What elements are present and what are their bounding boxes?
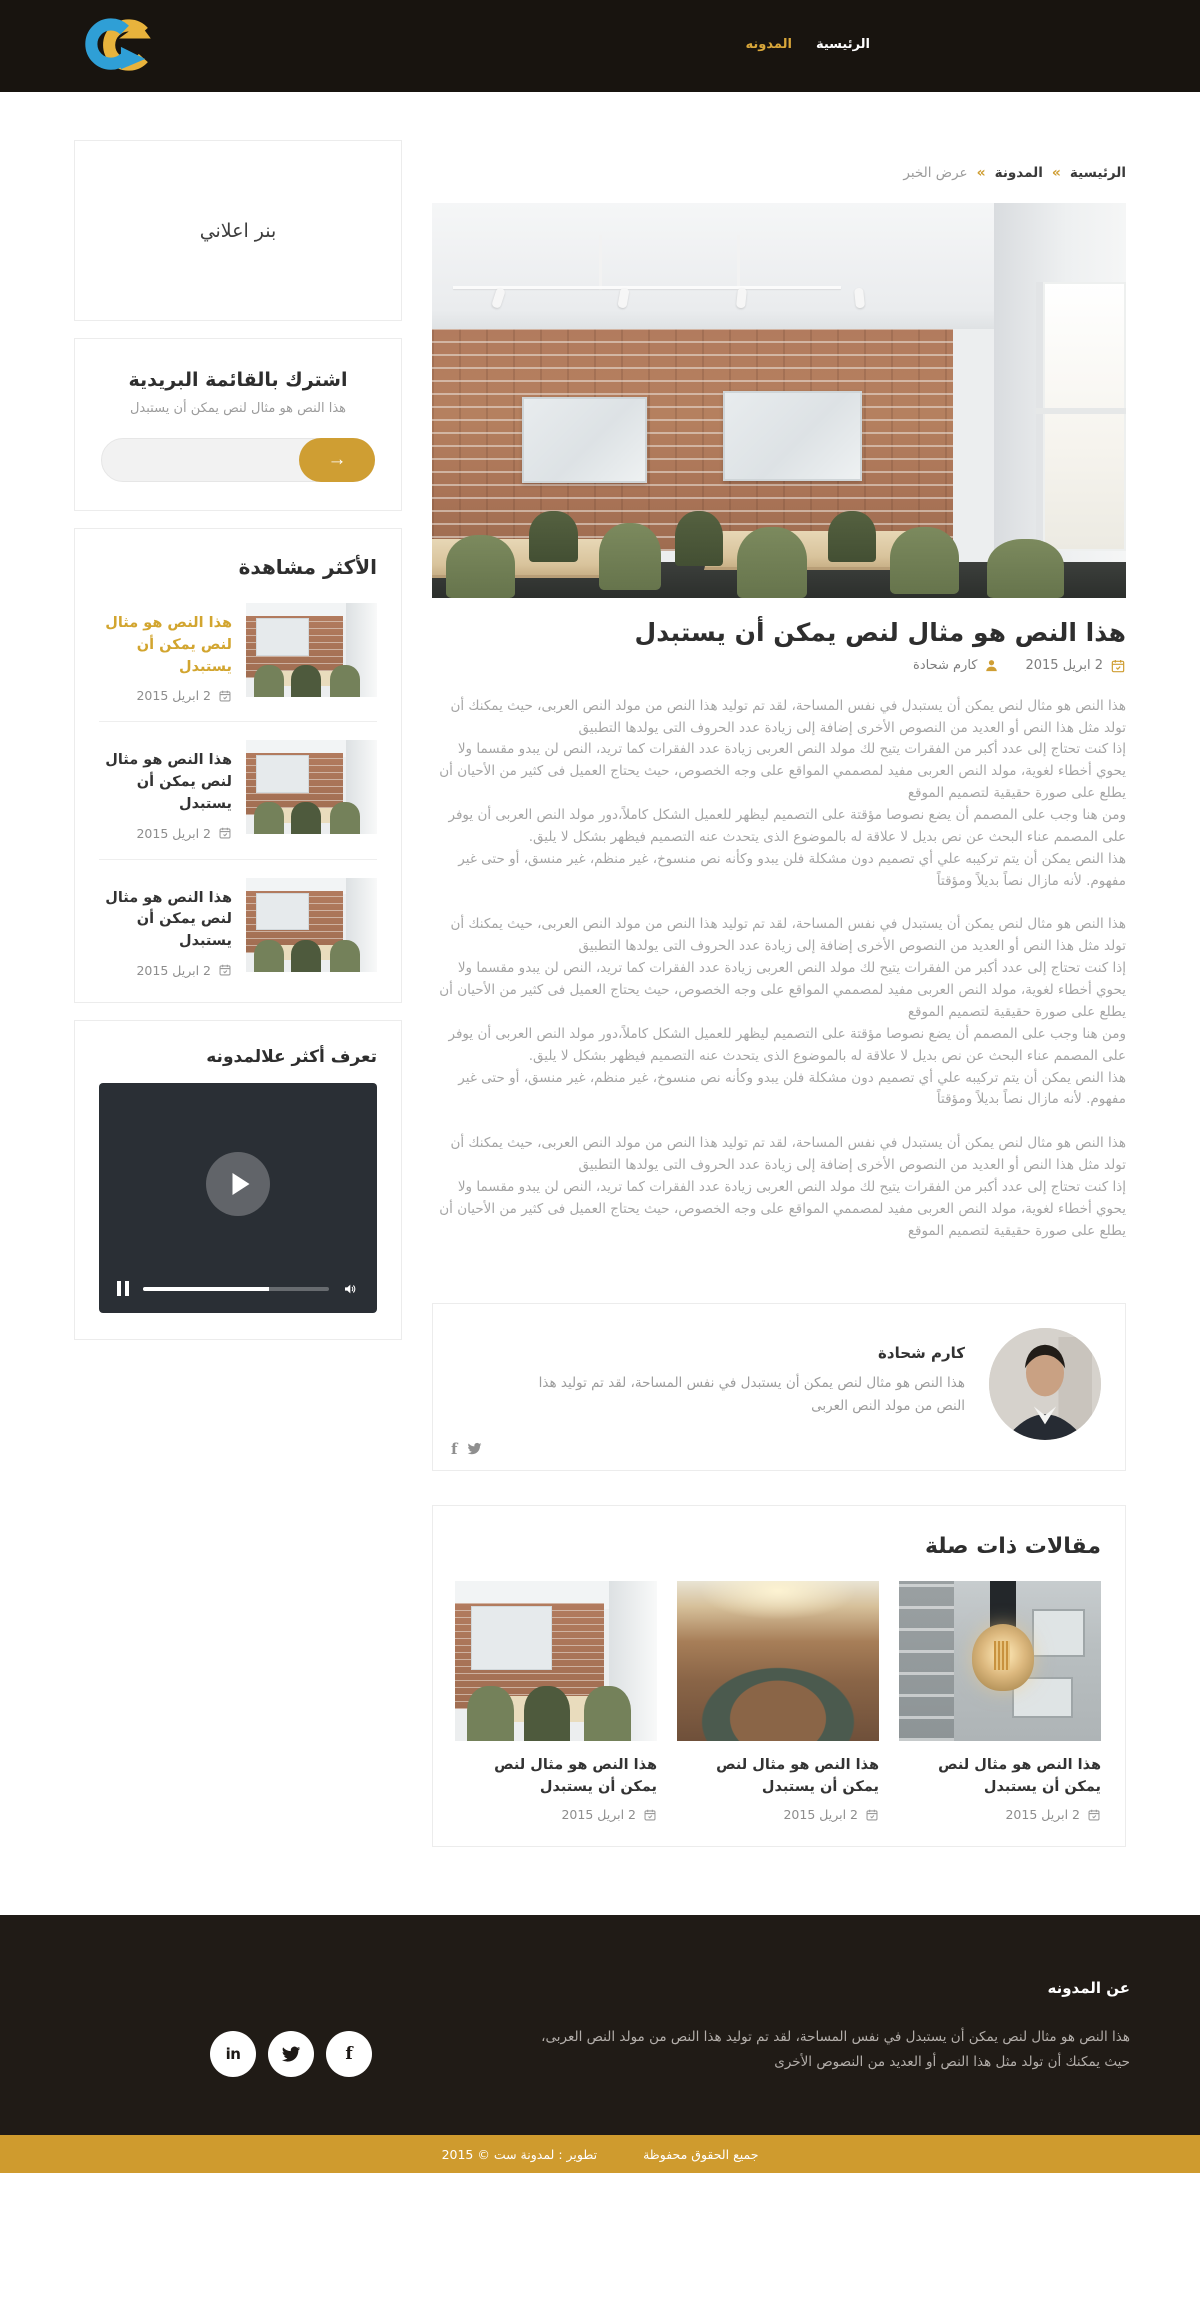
related-card-date [455, 1807, 657, 1822]
article-body-block [432, 696, 1126, 893]
article-date [1025, 658, 1126, 674]
subscribe-form [101, 438, 375, 482]
related-card-date [899, 1807, 1101, 1822]
most-viewed-item-title[interactable]: هذا النص هو مثال لنص يمكن أن يستبدل [105, 615, 232, 675]
related-posts-section [432, 1505, 1126, 1848]
article-paragraph: إذا كنت تحتاج إلى عدد أكبر من الفقرات يتيح لك مولد النص العربى زيادة عدد الفقرات كما تريد، النص لن يبدو مقسما ولا يحوي أخطاء لغوية، مولد النص العربى مفيد لمصممي المواقع على وجه الخصوص، حيث يحتاج العميل فى كثير من الأحيان أن يطلع على صورة حقيقية لتصميم الموقع [439, 1178, 1126, 1239]
article-paragraph: هذا النص يمكن أن يتم تركيبه علي أي تصميم دون مشكلة فلن يبدو وكأنه نص منسوخ، غير منظم، غير منسق، أو حتى غير مفهوم. لأنه مازال نصاً بديلاً ومؤقتاً [458, 850, 1126, 889]
author-social-links [451, 1440, 482, 1458]
most-viewed-item-date [99, 826, 232, 841]
subscribe-widget [74, 338, 402, 511]
calendar-icon [1087, 1808, 1101, 1822]
most-viewed-item-date-label: 2 ابريل 2015 [136, 688, 211, 704]
main-nav [746, 37, 870, 52]
author-info [525, 1328, 965, 1450]
article-hero-image [432, 203, 1126, 598]
related-card-image-canyon[interactable] [677, 1581, 879, 1741]
site-footer [0, 1915, 1200, 2173]
twitter-icon[interactable] [467, 1441, 482, 1456]
related-card[interactable] [455, 1581, 657, 1823]
video-player [99, 1083, 377, 1313]
site-logo[interactable] [78, 10, 190, 80]
video-controls [117, 1281, 359, 1297]
sidebar [74, 92, 402, 1357]
article-paragraph: إذا كنت تحتاج إلى عدد أكبر من الفقرات يتيح لك مولد النص العربى زيادة عدد الفقرات كما تريد، النص لن يبدو مقسما ولا يحوي أخطاء لغوية، مولد النص العربى مفيد لمصممي المواقع على وجه الخصوص، حيث يحتاج العميل فى كثير من الأحيان أن يطلع على صورة حقيقية لتصميم الموقع [439, 960, 1126, 1020]
related-card-title[interactable]: هذا النص هو مثال لنص يمكن أن يستبدل [938, 1756, 1101, 1795]
related-cards [457, 1581, 1101, 1823]
article-author-label: كارم شحادة [913, 658, 978, 674]
video-widget-title: تعرف أكثر علالمدونه [206, 1046, 377, 1067]
most-viewed-thumbnail[interactable] [246, 878, 377, 972]
nav-home-link[interactable]: الرئيسية [815, 37, 870, 52]
article-body-block [432, 1133, 1126, 1242]
most-viewed-item[interactable] [99, 860, 377, 996]
most-viewed-item-title[interactable]: هذا النص هو مثال لنص يمكن أن يستبدل [105, 889, 232, 949]
subscribe-submit-button[interactable] [299, 438, 375, 482]
copyright-bar [0, 2135, 1200, 2173]
most-viewed-thumbnail[interactable] [246, 740, 377, 834]
breadcrumb-home[interactable]: الرئيسية [1069, 165, 1126, 181]
author-bio: هذا النص هو مثال لنص يمكن أن يستبدل في نفس المساحة، لقد تم توليد هذا النص من مولد النص العربى [538, 1374, 965, 1415]
calendar-icon [643, 1808, 657, 1822]
track-light [453, 286, 842, 289]
footer-social-links [210, 2031, 372, 2077]
site-header [0, 0, 1200, 92]
related-card-date-label: 2 ابريل 2015 [783, 1807, 858, 1823]
most-viewed-widget [74, 528, 402, 1003]
whiteboard [723, 391, 862, 482]
article-title: هذا النص هو مثال لنص يمكن أن يستبدل [634, 618, 1126, 647]
most-viewed-item-title[interactable]: هذا النص هو مثال لنص يمكن أن يستبدل [105, 752, 232, 812]
volume-icon[interactable] [343, 1281, 359, 1297]
related-card[interactable] [677, 1581, 879, 1823]
author-name: كارم شحادة [878, 1343, 965, 1362]
most-viewed-item-date [99, 688, 232, 703]
related-card-title[interactable]: هذا النص هو مثال لنص يمكن أن يستبدل [494, 1756, 657, 1795]
most-viewed-title: الأكثر مشاهدة [238, 555, 377, 579]
author-card [432, 1303, 1126, 1471]
ad-banner-label: بنر اعلاني [199, 219, 277, 242]
footer-content [70, 1915, 1130, 2135]
article-author [913, 658, 999, 673]
whiteboard [522, 397, 647, 484]
video-progress-bar[interactable] [143, 1287, 329, 1291]
most-viewed-thumbnail[interactable] [246, 603, 377, 697]
video-widget [74, 1020, 402, 1340]
person-icon [984, 658, 999, 673]
video-progress-fill [143, 1287, 269, 1291]
breadcrumb-current: عرض الخبر [903, 165, 968, 181]
footer-about [530, 1979, 1130, 2075]
related-card-date-label: 2 ابريل 2015 [561, 1807, 636, 1823]
most-viewed-item-date-label: 2 ابريل 2015 [136, 825, 211, 841]
arrow-right-icon: → [327, 449, 347, 470]
calendar-icon [218, 963, 232, 977]
calendar-icon [218, 826, 232, 840]
nav-blog-link[interactable]: المدونه [745, 37, 792, 52]
breadcrumb-separator-icon: » [976, 165, 986, 181]
related-card[interactable] [899, 1581, 1101, 1823]
article-paragraph: إذا كنت تحتاج إلى عدد أكبر من الفقرات يتيح لك مولد النص العربى زيادة عدد الفقرات كما تريد، النص لن يبدو مقسما ولا يحوي أخطاء لغوية، مولد النص العربى مفيد لمصممي المواقع على وجه الخصوص، حيث يحتاج العميل فى كثير من الأحيان أن يطلع على صورة حقيقية لتصميم الموقع [439, 741, 1126, 802]
main-column [432, 92, 1126, 1915]
twitter-icon[interactable] [268, 2031, 314, 2077]
pause-button[interactable] [117, 1281, 129, 1296]
breadcrumb-separator-icon: » [1051, 165, 1061, 181]
related-card-image-lightbulb[interactable] [899, 1581, 1101, 1741]
calendar-icon [865, 1808, 879, 1822]
article-paragraph: ومن هنا وجب على المصمم أن يضع نصوصا مؤقتة على التصميم ليظهر للعميل الشكل كاملاً،دور مولد النص العربى أن يوفر على المصمم عناء البحث عن نص بديل لا علاقة له بالموضوع الذى يتحدث عنه التصميم فيظهر بشكل لا يليق. [448, 1025, 1126, 1064]
calendar-icon [1110, 658, 1126, 674]
article-paragraph: هذا النص هو مثال لنص يمكن أن يستبدل في نفس المساحة، لقد تم توليد هذا النص من مولد النص العربى، حيث يمكنك أن تولد مثل هذا النص أو العديد من النصوص الأخرى إضافة إلى زيادة عدد الحروف التى يولدها التطبيق [450, 697, 1126, 736]
related-card-date-label: 2 ابريل 2015 [1005, 1807, 1080, 1823]
related-posts-title: مقالات ذات صلة [924, 1533, 1101, 1559]
facebook-icon[interactable]: f [326, 2031, 372, 2077]
most-viewed-item[interactable] [99, 585, 377, 722]
content-container [74, 92, 1126, 1915]
window [1036, 282, 1126, 551]
copyright-text: جميع الحقوق محفوظة [643, 2146, 759, 2162]
most-viewed-item-date-label: 2 ابريل 2015 [136, 962, 211, 978]
related-card-title[interactable]: هذا النص هو مثال لنص يمكن أن يستبدل [716, 1756, 879, 1795]
facebook-icon[interactable]: f [451, 1439, 458, 1458]
related-card-date [677, 1807, 879, 1822]
article-paragraph: هذا النص يمكن أن يتم تركيبه علي أي تصميم دون مشكلة فلن يبدو وكأنه نص منسوخ، غير منظم، غير منسق، أو حتى غير مفهوم. لأنه مازال نصاً بديلاً ومؤقتاً [458, 1069, 1126, 1108]
article-body-block [432, 914, 1126, 1111]
author-avatar [989, 1328, 1101, 1440]
ad-banner[interactable] [74, 140, 402, 321]
footer-about-text: هذا النص هو مثال لنص يمكن أن يستبدل في نفس المساحة، لقد تم توليد هذا النص من مولد النص العربى، حيث يمكنك أن تولد مثل هذا النص أو العديد من النصوص الأخرى [541, 2029, 1130, 2071]
linkedin-icon[interactable]: in [210, 2031, 256, 2077]
subscribe-subtitle: هذا النص هو مثال لنص يمكن أن يستبدل [129, 401, 346, 416]
article-paragraph: هذا النص هو مثال لنص يمكن أن يستبدل في نفس المساحة، لقد تم توليد هذا النص من مولد النص العربى، حيث يمكنك أن تولد مثل هذا النص أو العديد من النصوص الأخرى إضافة إلى زيادة عدد الحروف التى يولدها التطبيق [450, 916, 1126, 955]
calendar-icon [218, 689, 232, 703]
logo-arrows-icon [78, 10, 190, 80]
footer-about-title: عن المدونه [1047, 1979, 1130, 1998]
article-paragraph: ومن هنا وجب على المصمم أن يضع نصوصا مؤقتة على التصميم ليظهر للعميل الشكل كاملاً،دور مولد النص العربى أن يوفر على المصمم عناء البحث عن نص بديل لا علاقة له بالموضوع الذى يتحدث عنه التصميم فيظهر بشكل لا يليق. [448, 807, 1126, 845]
breadcrumb [432, 165, 1126, 181]
article-paragraph: هذا النص هو مثال لنص يمكن أن يستبدل في نفس المساحة، لقد تم توليد هذا النص من مولد النص العربى، حيث يمكنك أن تولد مثل هذا النص أو العديد من النصوص الأخرى إضافة إلى زيادة عدد الحروف التى يولدها التطبيق [450, 1135, 1126, 1174]
most-viewed-item[interactable] [99, 722, 377, 859]
article-meta [432, 658, 1126, 674]
play-button[interactable] [206, 1152, 270, 1216]
related-card-image-meeting-room[interactable] [455, 1581, 657, 1741]
most-viewed-item-date [99, 963, 232, 978]
subscribe-title: اشترك بالقائمة البريدية [128, 369, 348, 391]
breadcrumb-blog[interactable]: المدونة [994, 165, 1043, 181]
article-date-label: 2 ابريل 2015 [1025, 658, 1103, 674]
developer-credit: تطوير : لمدونة ست © 2015 [441, 2146, 598, 2162]
